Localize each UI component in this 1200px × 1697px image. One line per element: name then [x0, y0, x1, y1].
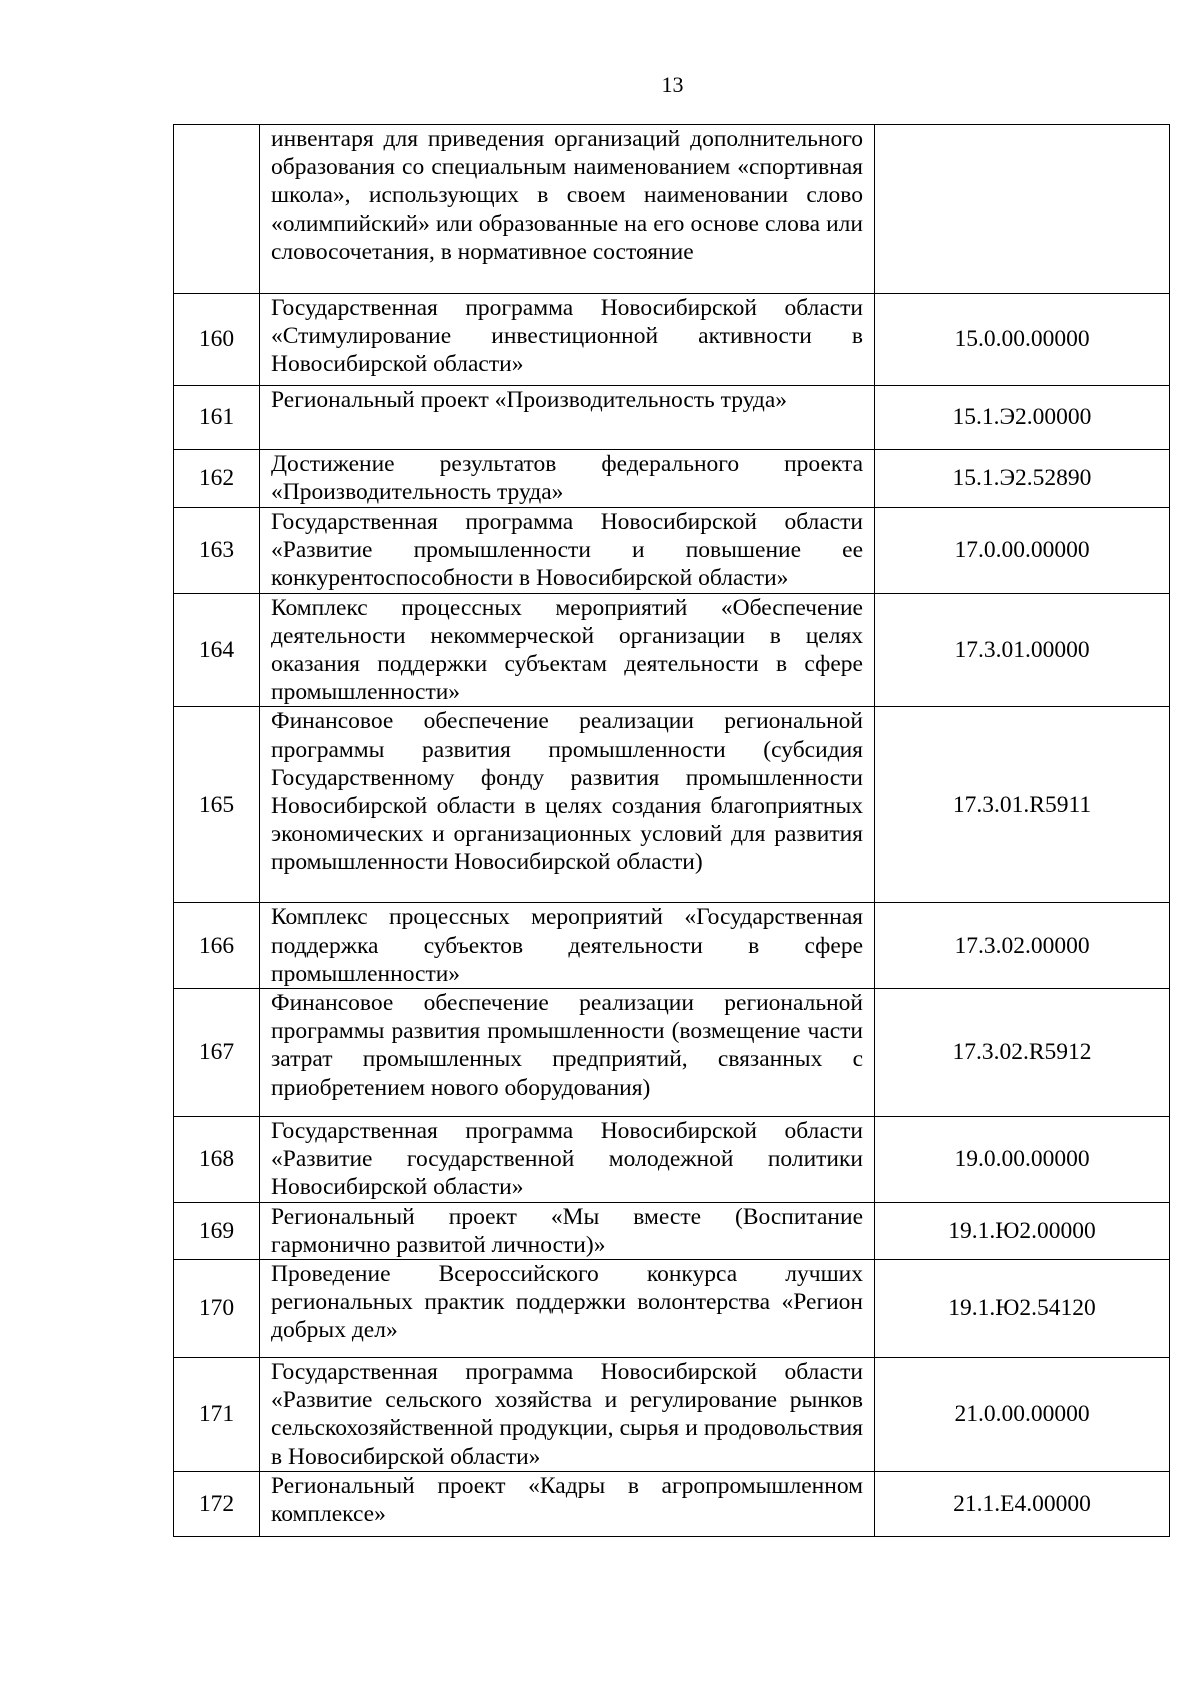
row-name — [260, 1260, 875, 1358]
row-number: 164 — [174, 593, 260, 707]
row-code: 15.1.Э2.52890 — [875, 450, 1170, 508]
row-number: 161 — [174, 386, 260, 450]
table-row — [174, 903, 1170, 989]
row-name-text: Проведение Всероссийского конкурса лучших региональных практик поддержки волонтерства «Регион добрых дел» — [271, 1261, 863, 1344]
row-number: 168 — [174, 1117, 260, 1203]
table-row — [174, 294, 1170, 386]
row-code: 15.1.Э2.00000 — [875, 386, 1170, 450]
table-row — [174, 386, 1170, 450]
table-row — [174, 1117, 1170, 1203]
row-code: 21.1.Е4.00000 — [875, 1471, 1170, 1536]
row-code: 19.1.Ю2.54120 — [875, 1260, 1170, 1358]
row-name-text: инвентаря для приведения организаций дополнительного образования со специальным наименованием «спортивная школа», использующих в своем наименовании слово «олимпийский» или образованные на его основе слова или словосочетания, в нормативное состояние — [271, 126, 863, 265]
row-name — [260, 386, 875, 450]
row-number: 169 — [174, 1202, 260, 1259]
table-body — [174, 125, 1170, 1537]
table-row — [174, 1202, 1170, 1259]
row-number: 171 — [174, 1358, 260, 1472]
row-name-text: Государственная программа Новосибирской области «Развитие государственной молодежной политики Новосибирской области» — [271, 1118, 863, 1201]
row-name — [260, 294, 875, 386]
row-code: 17.3.01.00000 — [875, 593, 1170, 707]
row-name — [260, 903, 875, 989]
row-code: 19.0.00.00000 — [875, 1117, 1170, 1203]
row-code: 17.3.01.R5911 — [875, 707, 1170, 903]
row-number: 162 — [174, 450, 260, 508]
row-number: 166 — [174, 903, 260, 989]
row-name — [260, 707, 875, 903]
row-name-text: Государственная программа Новосибирской области «Развитие сельского хозяйства и регулирование рынков сельскохозяйственной продукции, сырья и продовольствия в Новосибирской области» — [271, 1359, 863, 1470]
row-code: 17.3.02.00000 — [875, 903, 1170, 989]
row-name-text: Региональный проект «Кадры в агропромышленном комплексе» — [271, 1472, 863, 1528]
table-row — [174, 125, 1170, 294]
table-row — [174, 508, 1170, 594]
page-number: 13 — [661, 72, 684, 97]
row-number: 167 — [174, 989, 260, 1117]
row-code: 15.0.00.00000 — [875, 294, 1170, 386]
row-name — [260, 989, 875, 1117]
row-code: 17.3.02.R5912 — [875, 989, 1170, 1117]
row-code — [875, 125, 1170, 294]
row-name-text: Финансовое обеспечение реализации региональной программы развития промышленности (субсидия Государственному фонду развития промышленности Новосибирской области в целях создания благоприятных экономических и организационных условий для развития промышленности Новосибирской области) — [271, 708, 863, 876]
table-row — [174, 1358, 1170, 1472]
row-number: 165 — [174, 707, 260, 903]
row-name — [260, 1117, 875, 1203]
row-name-text: Комплекс процессных мероприятий «Обеспечение деятельности некоммерческой организации в целях оказания поддержки субъектам деятельности в сфере промышленности» — [271, 594, 863, 706]
table-row — [174, 989, 1170, 1117]
row-name-text: Региональный проект «Производительность труда» — [271, 387, 788, 413]
budget-codes-table — [173, 124, 1170, 1537]
row-name-text: Финансовое обеспечение реализации региональной программы развития промышленности (возмещение части затрат промышленных предприятий, связанных с приобретением нового оборудования) — [271, 990, 863, 1101]
row-code: 21.0.00.00000 — [875, 1358, 1170, 1472]
row-name — [260, 1202, 875, 1259]
row-name — [260, 125, 875, 294]
row-name-text: Государственная программа Новосибирской области «Развитие промышленности и повышение ее конкурентоспособности в Новосибирской области» — [271, 509, 863, 592]
row-number — [174, 125, 260, 294]
table-row — [174, 1471, 1170, 1536]
row-name — [260, 450, 875, 508]
row-name — [260, 1358, 875, 1472]
row-number: 160 — [174, 294, 260, 386]
row-code: 19.1.Ю2.00000 — [875, 1202, 1170, 1259]
row-number: 163 — [174, 508, 260, 594]
table-row — [174, 450, 1170, 508]
row-number: 170 — [174, 1260, 260, 1358]
row-name-text: Достижение результатов федерального проекта «Производительность труда» — [271, 451, 863, 506]
row-name-text: Комплекс процессных мероприятий «Государственная поддержка субъектов деятельности в сфере промышленности» — [271, 904, 863, 987]
row-number: 172 — [174, 1471, 260, 1536]
table-row — [174, 1260, 1170, 1358]
row-name — [260, 593, 875, 707]
table-row — [174, 707, 1170, 903]
row-name — [260, 1471, 875, 1536]
row-code: 17.0.00.00000 — [875, 508, 1170, 594]
row-name — [260, 508, 875, 594]
row-name-text: Государственная программа Новосибирской области «Стимулирование инвестиционной активности в Новосибирской области» — [271, 295, 863, 378]
table-row — [174, 593, 1170, 707]
row-name-text: Региональный проект «Мы вместе (Воспитание гармонично развитой личности)» — [271, 1203, 863, 1258]
